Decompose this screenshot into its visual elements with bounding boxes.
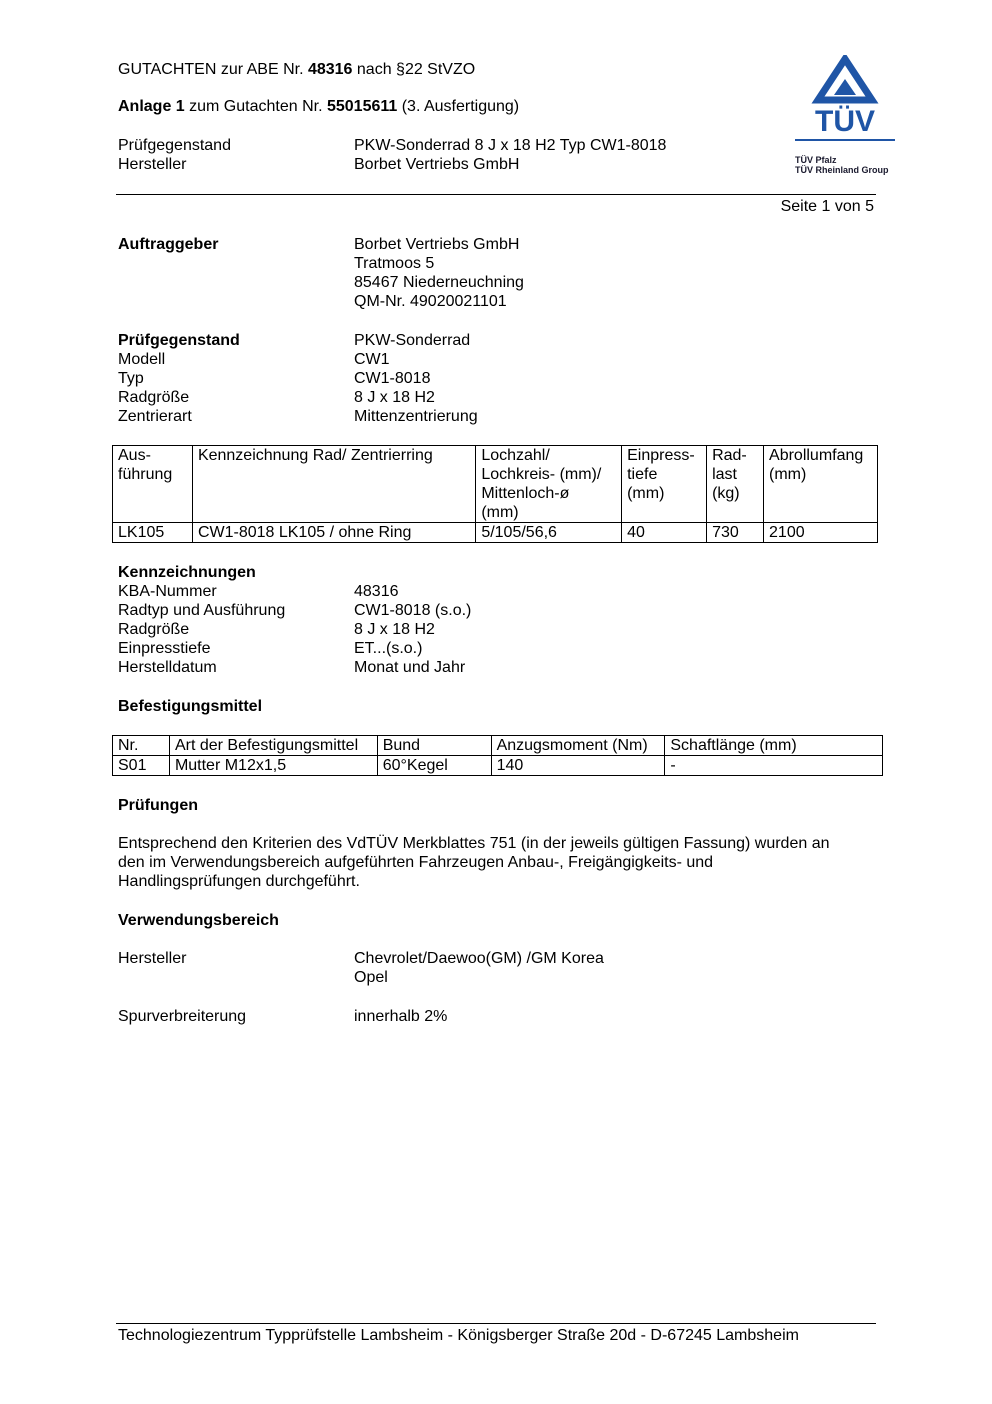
table-cell: Mutter M12x1,5 (169, 756, 377, 776)
header-cell: Bund (377, 736, 491, 756)
scope-manufacturer-values (354, 949, 604, 987)
header-divider (116, 194, 876, 195)
wheel-type-value: CW1-8018 (s.o.) (354, 602, 472, 619)
paragraph-line: den im Verwendungsbereich aufgeführten Fahrzeugen Anbau-, Freigängigkeits- und (118, 854, 714, 871)
wheel-size-label: Radgröße (118, 389, 190, 406)
paragraph-line: Entsprechend den Kriterien des VdTÜV Merkblattes 751 (in der jeweils gültigen Fassung) wurden an (118, 835, 830, 852)
manufacture-date-label: Herstelldatum (118, 659, 217, 676)
offset-value: ET...(s.o.) (354, 640, 423, 657)
table-header-row (113, 446, 878, 523)
tests-heading: Prüfungen (118, 797, 198, 814)
subject-labels (118, 350, 192, 426)
table-header-row (113, 736, 883, 756)
table-row (113, 523, 878, 543)
header-cell: Kennzeichnung Rad/ Zentrierring (192, 446, 475, 523)
markings-size-label: Radgröße (118, 621, 190, 638)
kba-number-label: KBA-Nummer (118, 583, 217, 600)
annex-middle: zum Gutachten Nr. (184, 98, 327, 115)
header-cell: Lochzahl/ Lochkreis- (mm)/ Mittenloch-ø (mm) (476, 446, 622, 523)
logo-text-line-1: TÜV Pfalz (795, 155, 837, 165)
wheel-variant-table (112, 445, 878, 543)
paragraph-line: Handlingsprüfungen durchgeführt. (118, 873, 360, 890)
table-cell: 60°Kegel (377, 756, 491, 776)
logo-text-line-2: TÜV Rheinland Group (795, 165, 889, 175)
header-cell: Nr. (113, 736, 170, 756)
header-cell: Abrollumfang (mm) (764, 446, 878, 523)
footer-divider (116, 1323, 876, 1324)
model-label: Modell (118, 351, 166, 368)
markings-values (354, 582, 471, 677)
subject-values (354, 350, 478, 426)
client-line: 85467 Niederneuchning (354, 274, 524, 291)
track-widening-value: innerhalb 2% (354, 1008, 448, 1025)
model-value: CW1 (354, 351, 390, 368)
kba-number-value: 48316 (354, 583, 399, 600)
centering-label: Zentrierart (118, 408, 192, 425)
subject-heading-value: PKW-Sonderrad (354, 332, 471, 349)
table-cell: 730 (707, 523, 764, 543)
header-cell: Art der Befestigungsmittel (169, 736, 377, 756)
tests-paragraph (118, 834, 830, 891)
header-cell: Aus- führung (113, 446, 193, 523)
type-label: Typ (118, 370, 144, 387)
manufacture-date-value: Monat und Jahr (354, 659, 466, 676)
subject-heading: Prüfgegenstand (118, 332, 240, 349)
fasteners-heading: Befestigungsmittel (118, 698, 263, 715)
table-cell: 2100 (764, 523, 878, 543)
fasteners-table (112, 735, 883, 776)
wheel-type-label: Radtyp und Ausführung (118, 602, 286, 619)
page-number: Seite 1 von 5 (780, 198, 874, 215)
vehicle-manufacturer: Chevrolet/Daewoo(GM) /GM Korea (354, 950, 604, 967)
header-cell: Rad- last (kg) (707, 446, 764, 523)
abe-number: 48316 (307, 61, 353, 78)
scope-heading: Verwendungsbereich (118, 912, 279, 929)
markings-heading: Kennzeichnungen (118, 564, 256, 581)
header-manufacturer-value: Borbet Vertriebs GmbH (354, 156, 520, 173)
header-cell: Schaftlänge (mm) (665, 736, 883, 756)
client-line: Borbet Vertriebs GmbH (354, 236, 520, 253)
client-line: Tratmoos 5 (354, 255, 435, 272)
annex-label: Anlage 1 (118, 98, 185, 115)
annex-line (118, 97, 519, 116)
centering-value: Mittenzentrierung (354, 408, 478, 425)
table-cell: CW1-8018 LK105 / ohne Ring (192, 523, 475, 543)
header-subject-label: Prüfgegenstand (118, 137, 231, 154)
report-title-line (118, 60, 475, 79)
table-row (113, 756, 883, 776)
tuev-logo (792, 55, 898, 177)
vehicle-manufacturer: Opel (354, 969, 388, 986)
scope-manufacturer-label: Hersteller (118, 950, 187, 967)
track-widening-label: Spurverbreiterung (118, 1008, 247, 1025)
header-cell: Einpress- tiefe (mm) (622, 446, 707, 523)
table-cell: 5/105/56,6 (476, 523, 622, 543)
title-suffix: nach §22 StVZO (352, 61, 476, 78)
wheel-size-value: 8 J x 18 H2 (354, 389, 435, 406)
header-cell: Anzugsmoment (Nm) (491, 736, 665, 756)
client-heading: Auftraggeber (118, 236, 219, 253)
header-manufacturer-label: Hersteller (118, 156, 187, 173)
footer-address: Technologiezentrum Typprüfstelle Lambsheim - Königsberger Straße 20d - D-67245 Lambsheim (118, 1327, 799, 1344)
markings-size-value: 8 J x 18 H2 (354, 621, 435, 638)
table-cell: S01 (113, 756, 170, 776)
annex-suffix: (3. Ausfertigung) (397, 98, 520, 115)
table-cell: 140 (491, 756, 665, 776)
client-line: QM-Nr. 49020021101 (354, 293, 507, 310)
title-prefix: GUTACHTEN zur ABE Nr. (118, 61, 308, 78)
markings-labels (118, 582, 285, 677)
table-cell: - (665, 756, 883, 776)
table-cell: LK105 (113, 523, 193, 543)
tuev-triangle-icon (792, 55, 898, 147)
client-address (354, 235, 524, 311)
table-cell: 40 (622, 523, 707, 543)
header-subject-value: PKW-Sonderrad 8 J x 18 H2 Typ CW1-8018 (354, 137, 667, 154)
type-value: CW1-8018 (354, 370, 431, 387)
offset-label: Einpresstiefe (118, 640, 211, 657)
report-number: 55015611 (326, 98, 398, 115)
svg-text:TÜV: TÜV (815, 105, 875, 138)
